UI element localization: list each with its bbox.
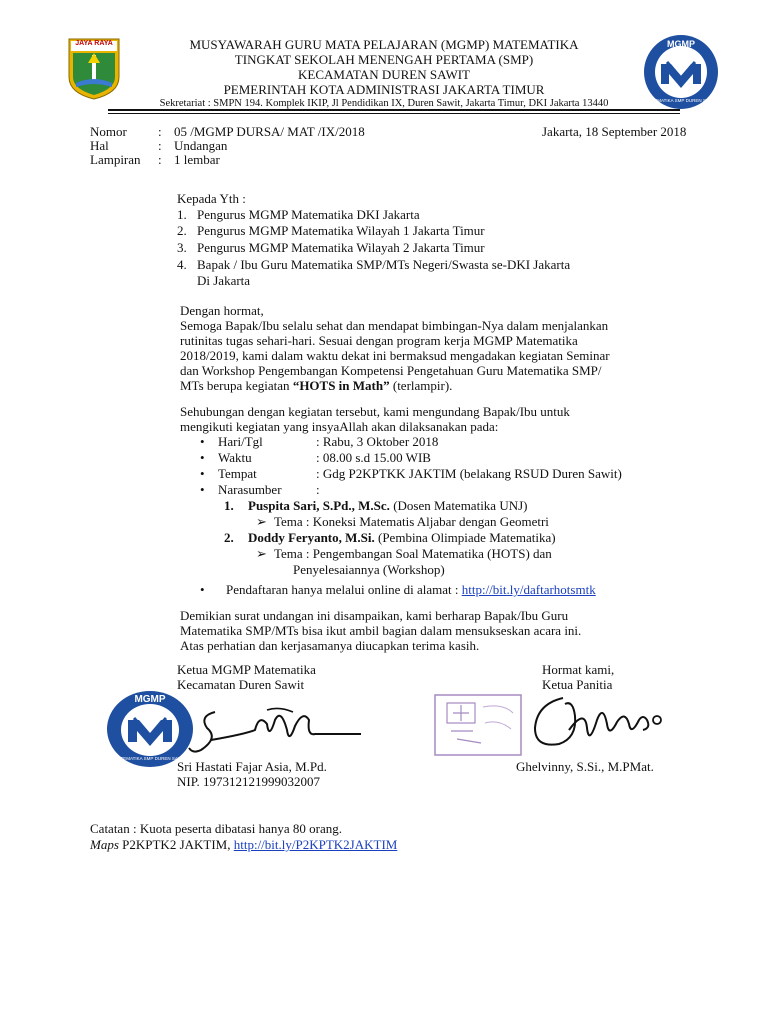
speaker-1: 1. Puspita Sari, S.Pd., M.Sc. (Dosen Matematika UNJ) bbox=[224, 498, 528, 513]
para1-last-line: MTs berupa kegiatan “HOTS in Math” (terlampir). bbox=[180, 378, 453, 393]
left-signer-title-1: Ketua MGMP Matematika bbox=[177, 662, 316, 677]
left-signer-title-2: Kecamatan Duren Sawit bbox=[177, 677, 305, 692]
nomor-value: 05 /MGMP DURSA/ MAT /IX/2018 bbox=[174, 124, 365, 139]
lampiran-label: Lampiran bbox=[90, 152, 141, 167]
stamp-text: MGMP bbox=[134, 694, 166, 705]
header-secretariat: Sekretariat : SMPN 194. Komplek IKIP, Jl Pendidikan IX, Duren Sawit, Jakarta Timur, DKI Jakarta 13440 bbox=[159, 98, 609, 109]
greeting: Dengan hormat, bbox=[180, 303, 264, 318]
mgmp-logo-text: MGMP bbox=[667, 39, 695, 49]
stamp-ring-text: MATEMATIKA SMP DUREN SAWIT bbox=[114, 756, 186, 761]
speaker-2: 2. Doddy Feryanto, M.Si. (Pembina Olimpiade Matematika) bbox=[224, 530, 556, 545]
detail-registration: • Pendaftaran hanya melalui online di alamat : http://bit.ly/daftarhotsmtk bbox=[200, 582, 596, 597]
speaker-1-name: Puspita Sari, S.Pd., M.Sc. bbox=[248, 498, 390, 513]
header-rule-thin bbox=[108, 113, 680, 114]
quota-note: Catatan : Kuota peserta dibatasi hanya 80 orang. bbox=[90, 821, 342, 836]
detail-hari: • Hari/Tgl : Rabu, 3 Oktober 2018 bbox=[200, 434, 439, 449]
list-item: 1. Pengurus MGMP Matematika DKI Jakarta bbox=[177, 207, 420, 222]
header-line-4: PEMERINTAH KOTA ADMINISTRASI JAKARTA TIMUR bbox=[223, 82, 545, 97]
closing-line: Matematika SMP/MTs bisa ikut ambil bagian dalam mensukseskan acara ini. bbox=[180, 623, 582, 638]
hal-colon: : bbox=[158, 138, 162, 153]
lampiran-colon: : bbox=[158, 152, 162, 167]
arrow-bullet-icon: ➢ bbox=[256, 514, 267, 529]
nomor-colon: : bbox=[158, 124, 162, 139]
list-item: 2. Pengurus MGMP Matematika Wilayah 1 Jakarta Timur bbox=[177, 223, 485, 238]
event-name: “HOTS in Math” bbox=[292, 378, 390, 393]
left-signature bbox=[185, 700, 365, 760]
list-item: 3. Pengurus MGMP Matematika Wilayah 2 Jakarta Timur bbox=[177, 240, 485, 255]
speaker-2-name: Doddy Feryanto, M.Si. bbox=[248, 530, 375, 545]
hal-value: Undangan bbox=[174, 138, 228, 153]
recipients-intro: Kepada Yth : bbox=[177, 191, 246, 206]
emblem-motto: JAYA RAYA bbox=[75, 40, 113, 47]
header-line-3: KECAMATAN DUREN SAWIT bbox=[298, 67, 470, 82]
closing-line: Atas perhatian dan kerjasamanya diucapkan terima kasih. bbox=[180, 638, 480, 653]
para2-line: mengikuti kegiatan yang insyaAllah akan dilaksanakan pada: bbox=[180, 419, 499, 434]
lampiran-value: 1 lembar bbox=[174, 152, 220, 167]
header-line-1: MUSYAWARAH GURU MATA PELAJARAN (MGMP) MATEMATIKA bbox=[189, 37, 579, 52]
list-item: 4. Bapak / Ibu Guru Matematika SMP/MTs Negeri/Swasta se-DKI Jakarta bbox=[177, 257, 571, 272]
hal-label: Hal bbox=[90, 138, 109, 153]
mgmp-stamp bbox=[106, 690, 194, 768]
arrow-bullet-icon: ➢ bbox=[256, 546, 267, 561]
detail-tempat: • Tempat : Gdg P2KPTKK JAKTIM (belakang RSUD Duren Sawit) bbox=[200, 466, 622, 481]
maps-link[interactable]: http://bit.ly/P2KPTK2JAKTIM bbox=[233, 837, 398, 852]
right-signature bbox=[525, 690, 675, 760]
para1-line: Semoga Bapak/Ibu selalu sehat dan mendapat bimbingan-Nya dalam menjalankan bbox=[180, 318, 609, 333]
detail-waktu: • Waktu : 08.00 s.d 15.00 WIB bbox=[200, 450, 431, 465]
para1-line: 2018/2019, kami dalam waktu dekat ini bermaksud mengadakan kegiatan Seminar bbox=[180, 348, 610, 363]
detail-narasumber: • Narasumber : bbox=[200, 482, 320, 497]
committee-stamp bbox=[433, 693, 523, 757]
mgmp-logo-ring-text: MATEMATIKA SMP DUREN SAWIT bbox=[645, 98, 717, 103]
maps-note: Maps P2KPTK2 JAKTIM, http://bit.ly/P2KPTK2JAKTIM bbox=[90, 837, 398, 852]
left-signer-nip: NIP. 197312121999032007 bbox=[177, 774, 321, 789]
closing-line: Demikian surat undangan ini disampaikan, kami berharap Bapak/Ibu Guru bbox=[180, 608, 569, 623]
speaker-2-topic-cont: Penyelesaiannya (Workshop) bbox=[293, 562, 445, 577]
left-signer-name: Sri Hastati Fajar Asia, M.Pd. bbox=[177, 759, 327, 774]
mgmp-logo bbox=[643, 34, 719, 110]
right-signer-title-2: Ketua Panitia bbox=[542, 677, 613, 692]
letter-date: Jakarta, 18 September 2018 bbox=[542, 124, 687, 139]
recipients-location: Di Jakarta bbox=[197, 273, 251, 288]
speaker-2-topic: ➢ Tema : Pengembangan Soal Matematika (HOTS) dan bbox=[256, 546, 552, 561]
right-signer-name: Ghelvinny, S.Si., M.PMat. bbox=[516, 759, 654, 774]
para1-line: rutinitas tugas sehari-hari. Sesuai dengan program kerja MGMP Matematika bbox=[180, 333, 578, 348]
registration-link[interactable]: http://bit.ly/daftarhotsmtk bbox=[461, 582, 596, 597]
para1-line: dan Workshop Pengembangan Kompetensi Pengetahuan Guru Matematika SMP/ bbox=[180, 363, 602, 378]
nomor-label: Nomor bbox=[90, 124, 127, 139]
speaker-1-topic: ➢ Tema : Koneksi Matematis Aljabar dengan Geometri bbox=[256, 514, 549, 529]
right-signer-title-1: Hormat kami, bbox=[542, 662, 615, 677]
para2-line: Sehubungan dengan kegiatan tersebut, kami mengundang Bapak/Ibu untuk bbox=[180, 404, 570, 419]
header-rule-thick bbox=[108, 109, 680, 111]
header-line-2: TINGKAT SEKOLAH MENENGAH PERTAMA (SMP) bbox=[234, 52, 534, 67]
